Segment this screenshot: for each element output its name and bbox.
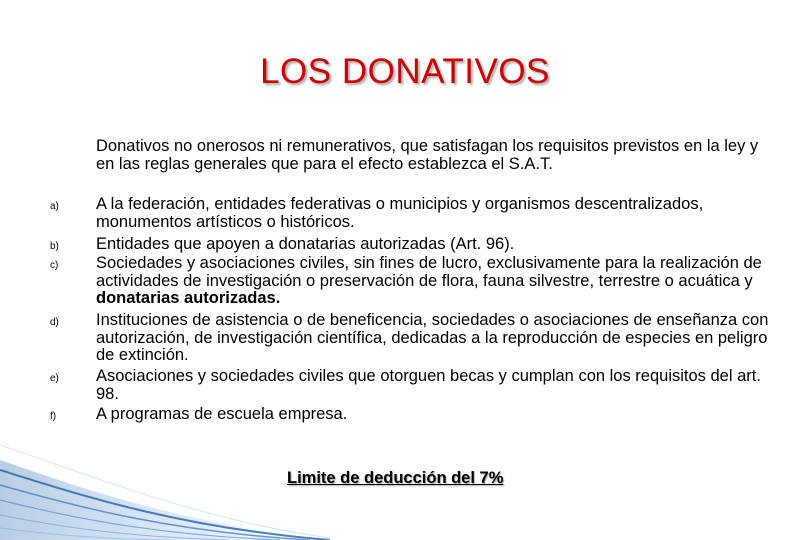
list-item-c-text: Sociedades y asociaciones civiles, sin fines de lucro, exclusivamente para la realización de actividades de investigación o preservación de flora, fauna silvestre, terrestre o acuática y (96, 254, 762, 290)
list-item-d: Instituciones de asistencia o de beneficencia, sociedades o asociaciones de enseñanza con autorización, de investigación científica, dedicadas a la reproducción de especies en peligro de extinción. (96, 311, 769, 365)
list-marker-c: c) (50, 260, 59, 271)
list-marker-b: b) (50, 241, 59, 252)
list-item-e: Asociaciones y sociedades civiles que otorguen becas y cumplan con los requisitos del art. 98. (96, 367, 761, 403)
deduction-limit-note: Limite de deducción del 7% (287, 469, 504, 487)
intro-paragraph: Donativos no onerosos ni remunerativos, que satisfagan los requisitos previstos en la ley y en las reglas generales que para el efecto establezca el S.A.T. (96, 137, 759, 173)
list-item-c-bold: donatarias autorizadas. (96, 289, 281, 308)
list-item-a: A la federación, entidades federativas o municipios y organismos descentralizados, monumentos artísticos o históricos. (96, 195, 704, 231)
list-item-f: A programas de escuela empresa. (96, 405, 348, 423)
list-item-c (96, 255, 786, 308)
list-marker-e: e) (50, 373, 59, 384)
list-marker-d: d) (50, 317, 59, 328)
decorative-wave-graphic (0, 440, 330, 540)
list-marker-f: f) (50, 411, 57, 422)
list-item-b: Entidades que apoyen a donatarias autorizadas (Art. 96). (96, 235, 515, 253)
page-title: LOS DONATIVOS (260, 52, 550, 91)
list-marker-a: a) (50, 201, 59, 212)
